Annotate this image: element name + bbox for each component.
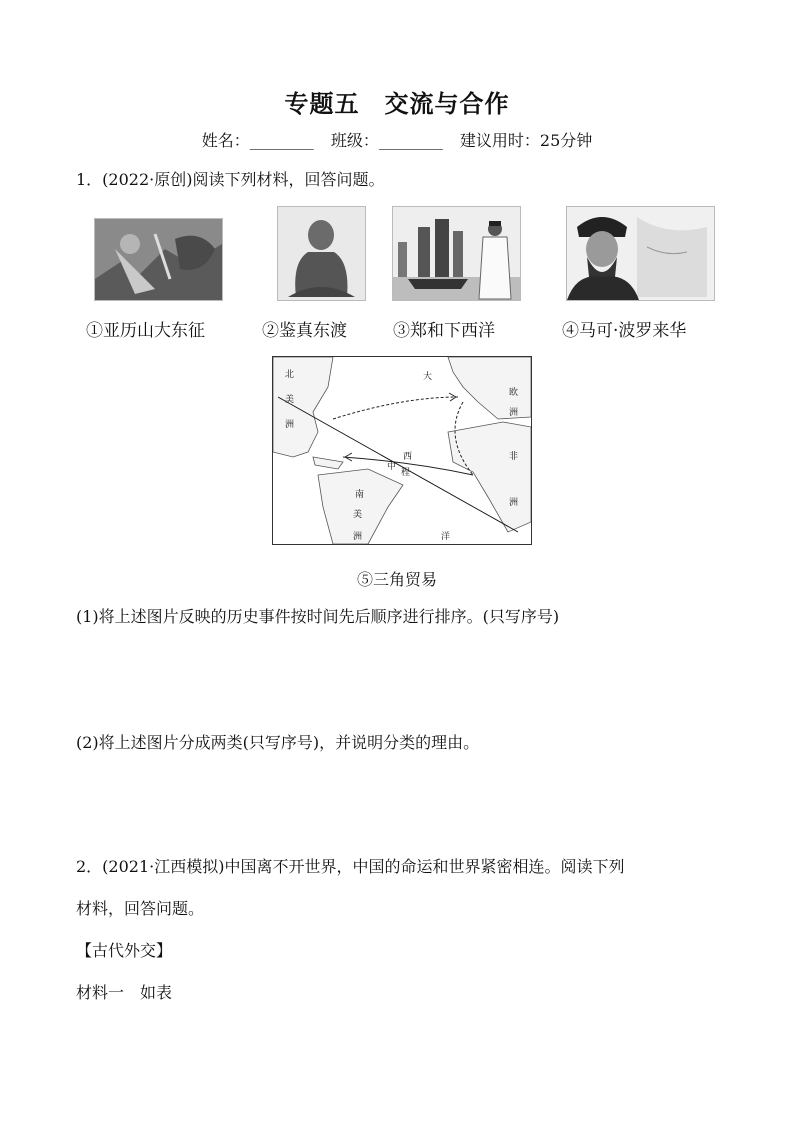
svg-text:美: 美 [353,510,363,520]
caption-2: ②鉴真东渡 [262,321,347,341]
class-field: 班级：________ [330,131,443,150]
svg-text:洲: 洲 [509,498,519,508]
material-one-label: 材料一 如表 [76,983,173,1002]
time-hint: 建议用时：25分钟 [459,131,593,150]
svg-text:洲: 洲 [509,408,519,418]
svg-text:程: 程 [401,468,411,478]
alexander-relief-image [94,218,223,301]
question-1-part-1: (1)将上述图片反映的历史事件按时间先后顺序进行排序。(只写序号) [76,607,560,626]
caption-1: ①亚历山大东征 [86,321,205,341]
question-1-header: 1．(2022·原创)阅读下列材料，回答问题。 [76,170,385,189]
svg-text:非: 非 [509,452,519,462]
svg-text:洋: 洋 [441,532,451,542]
question-2-line-1: 2．(2021·江西模拟)中国离不开世界，中国的命运和世界紧密相连。阅读下列 [76,857,625,876]
question-2-line-2: 材料，回答问题。 [76,899,205,918]
svg-text:大: 大 [423,372,433,382]
map-caption: ⑤三角贸易 [356,570,437,589]
zhenghe-fleet-image [392,206,521,301]
section-heading: 【古代外交】 [76,941,173,960]
jianzhen-statue-image [277,206,366,301]
svg-text:南: 南 [355,490,365,500]
svg-text:西: 西 [403,452,413,462]
question-1-part-2: (2)将上述图片分成两类(只写序号)，并说明分类的理由。 [76,733,480,752]
svg-text:美: 美 [285,395,295,405]
triangular-trade-map [272,356,532,545]
page-title: 专题五 交流与合作 [284,90,510,118]
header-info [0,128,794,151]
svg-text:洲: 洲 [285,420,295,430]
marco-polo-portrait-image [566,206,715,301]
name-field: 姓名：________ [201,131,314,150]
svg-text:北: 北 [285,370,295,380]
caption-3: ③郑和下西洋 [393,321,495,341]
svg-text:中: 中 [387,462,397,472]
caption-4: ④马可·波罗来华 [562,321,687,341]
svg-text:洲: 洲 [353,532,363,542]
svg-text:欧: 欧 [509,388,519,398]
